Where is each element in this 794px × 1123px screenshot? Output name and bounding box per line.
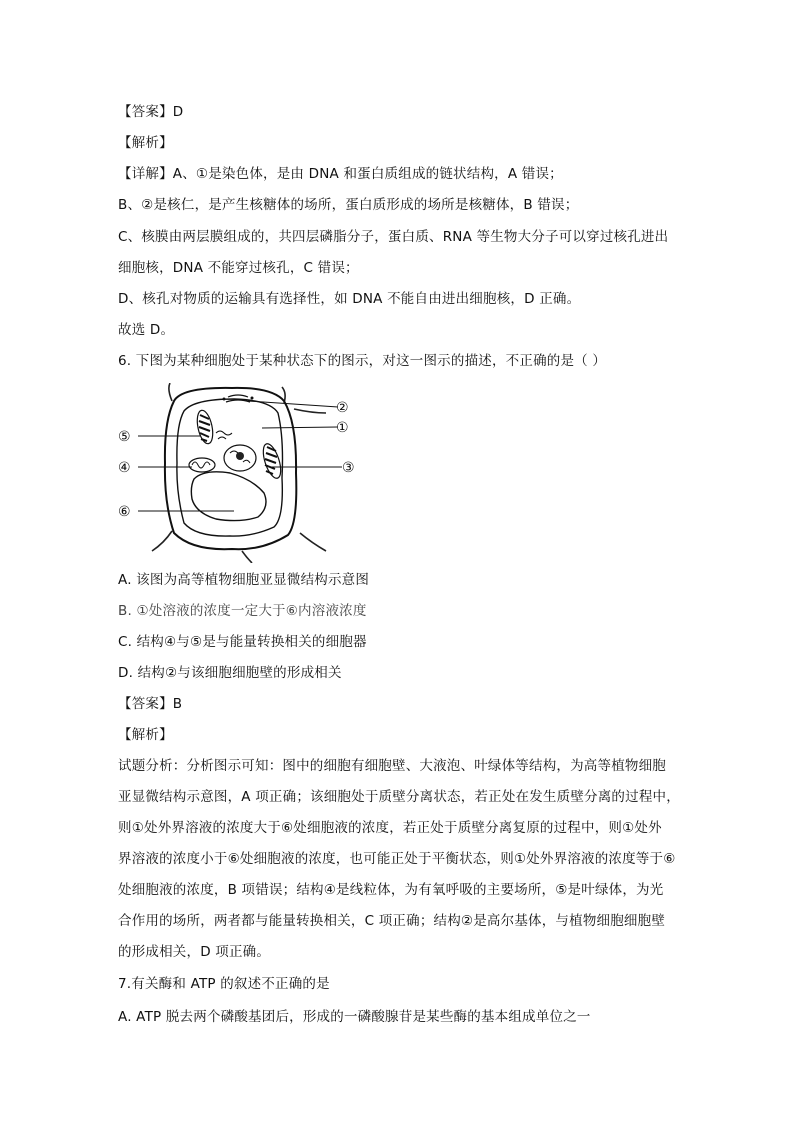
figure-label-2: ② xyxy=(336,400,349,416)
figure-label-6: ⑥ xyxy=(118,504,131,520)
conclusion-line: 故选 D。 xyxy=(118,322,175,338)
option-c: C. 结构④与⑤是与能量转换相关的细胞器 xyxy=(118,634,367,650)
analysis-line: 的形成相关，D 项正确。 xyxy=(118,944,271,960)
figure-label-5: ⑤ xyxy=(118,429,131,445)
analysis-heading-q6: 【解析】 xyxy=(118,727,173,743)
plant-cell-diagram xyxy=(112,383,372,563)
answer-label-q6: 【答案】B xyxy=(118,696,183,712)
analysis-line: 细胞核，DNA 不能穿过核孔，C 错误； xyxy=(118,260,359,276)
analysis-line: C、核膜由两层膜组成的，共四层磷脂分子，蛋白质、RNA 等生物大分子可以穿过核孔进出 xyxy=(118,229,669,245)
option-a-q7: A. ATP 脱去两个磷酸基团后，形成的一磷酸腺苷是某些酶的基本组成单位之一 xyxy=(118,1009,591,1025)
vacuole-shape xyxy=(191,472,266,521)
analysis-line: 亚显微结构示意图，A 项正确；该细胞处于质壁分离状态，若正处在发生质壁分离的过程中， xyxy=(118,789,680,805)
analysis-heading-q5: 【解析】 xyxy=(118,135,173,151)
figure-label-3: ③ xyxy=(342,460,355,476)
option-a: A. 该图为高等植物细胞亚显微结构示意图 xyxy=(118,572,370,588)
question-stem-q6: 6. 下图为某种细胞处于某种状态下的图示，对这一图示的描述，不正确的是（ ） xyxy=(118,353,607,369)
nucleus-shape xyxy=(224,445,256,471)
chloroplast-shape-5 xyxy=(195,409,216,445)
figure-label-4: ④ xyxy=(118,460,131,476)
answer-label-q5: 【答案】D xyxy=(118,104,184,120)
mitochondrion-shape xyxy=(189,458,215,472)
figure-label-1: ① xyxy=(336,420,349,436)
analysis-line: 处细胞液的浓度，B 项错误；结构④是线粒体，为有氧呼吸的主要场所，⑤是叶绿体，为光 xyxy=(118,882,664,898)
analysis-line: 界溶液的浓度小于⑥处细胞液的浓度，也可能正处于平衡状态，则①处外界溶液的浓度等于⑥ xyxy=(118,851,676,867)
analysis-line: 【详解】A、①是染色体，是由 DNA 和蛋白质组成的链状结构，A 错误； xyxy=(118,166,563,182)
analysis-line: 合作用的场所，两者都与能量转换相关，C 项正确；结构②是高尔基体，与植物细胞细胞壁 xyxy=(118,913,666,929)
chloroplast-shape-3 xyxy=(260,442,284,481)
option-d: D. 结构②与该细胞细胞壁的形成相关 xyxy=(118,665,342,681)
analysis-line: B、②是核仁，是产生核糖体的场所，蛋白质形成的场所是核糖体，B 错误； xyxy=(118,197,579,213)
question-stem-q7: 7.有关酶和 ATP 的叙述不正确的是 xyxy=(118,976,330,992)
analysis-line: 则①处外界溶液的浓度大于⑥处细胞液的浓度，若正处于质壁分离复原的过程中，则①处外 xyxy=(118,820,662,836)
analysis-line: 试题分析：分析图示可知：图中的细胞有细胞壁、大液泡、叶绿体等结构，为高等植物细胞 xyxy=(118,758,666,774)
analysis-line: D、核孔对物质的运输具有选择性，如 DNA 不能自由进出细胞核，D 正确。 xyxy=(118,291,581,307)
option-b: B. ①处溶液的浓度一定大于⑥内溶液浓度 xyxy=(118,603,367,619)
